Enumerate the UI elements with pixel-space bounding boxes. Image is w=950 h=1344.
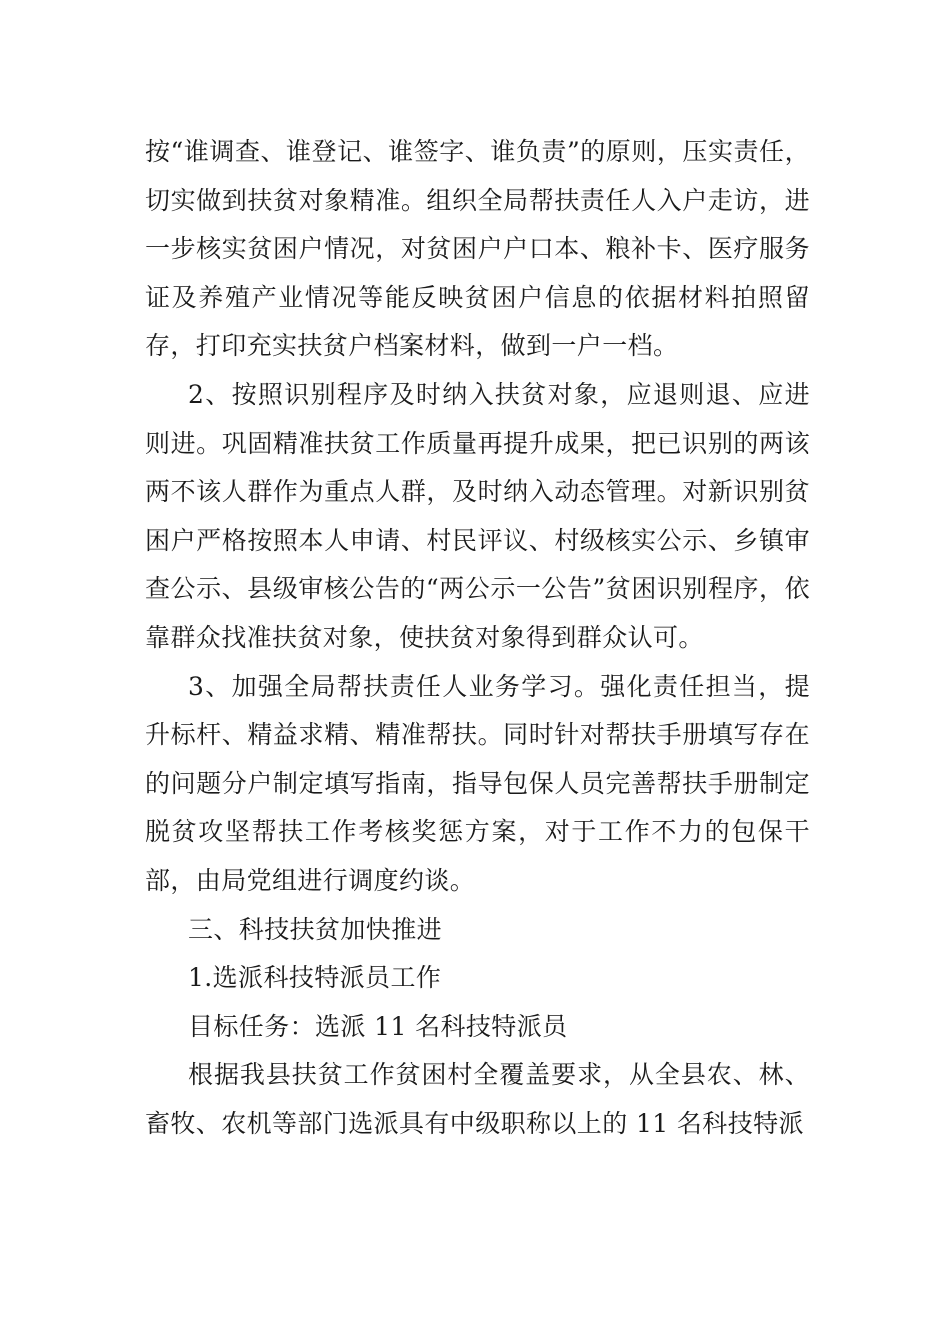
document-body — [145, 128, 810, 1148]
subsection-heading-tech-commissioner: 1.选派科技特派员工作 — [188, 963, 442, 993]
section-heading-tech-poverty: 三、科技扶贫加快推进 — [188, 914, 443, 944]
paragraph-identification-procedure: 2、按照识别程序及时纳入扶贫对象，应退则退、应进则进。巩固精准扶贫工作质量再提升成果，把已识别的两该两不该人群作为重点人群，及时纳入动态管理。对新识别贫困户严格按照本人申请、村民评议、村级核实公示、乡镇审查公示、县级审核公告的“两公示一公告”贫困识别程序，依靠群众找准扶贫对象，使扶贫对象得到群众认可。 — [145, 379, 810, 652]
paragraph-selection-requirement: 根据我县扶贫工作贫困村全覆盖要求，从全县农、林、畜牧、农机等部门选派具有中级职称以上的 11 名科技特派 — [145, 1060, 810, 1138]
paragraph-responsibility-principle: 按“谁调查、谁登记、谁签字、谁负责”的原则，压实责任，切实做到扶贫对象精准。组织全局帮扶责任人入户走访，进一步核实贫困户情况，对贫困户户口本、粮补卡、医疗服务证及养殖产业情况等能反映贫困户信息的依据材料拍照留存，打印充实扶贫户档案材料，做到一户一档。 — [145, 137, 810, 361]
target-task-line: 目标任务：选派 11 名科技特派员 — [188, 1011, 568, 1041]
paragraph-business-study: 3、加强全局帮扶责任人业务学习。强化责任担当，提升标杆、精益求精、精准帮扶。同时针对帮扶手册填写存在的问题分户制定填写指南，指导包保人员完善帮扶手册制定脱贫攻坚帮扶工作考核奖惩方案，对于工作不力的包保干部，由局党组进行调度约谈。 — [145, 671, 810, 895]
